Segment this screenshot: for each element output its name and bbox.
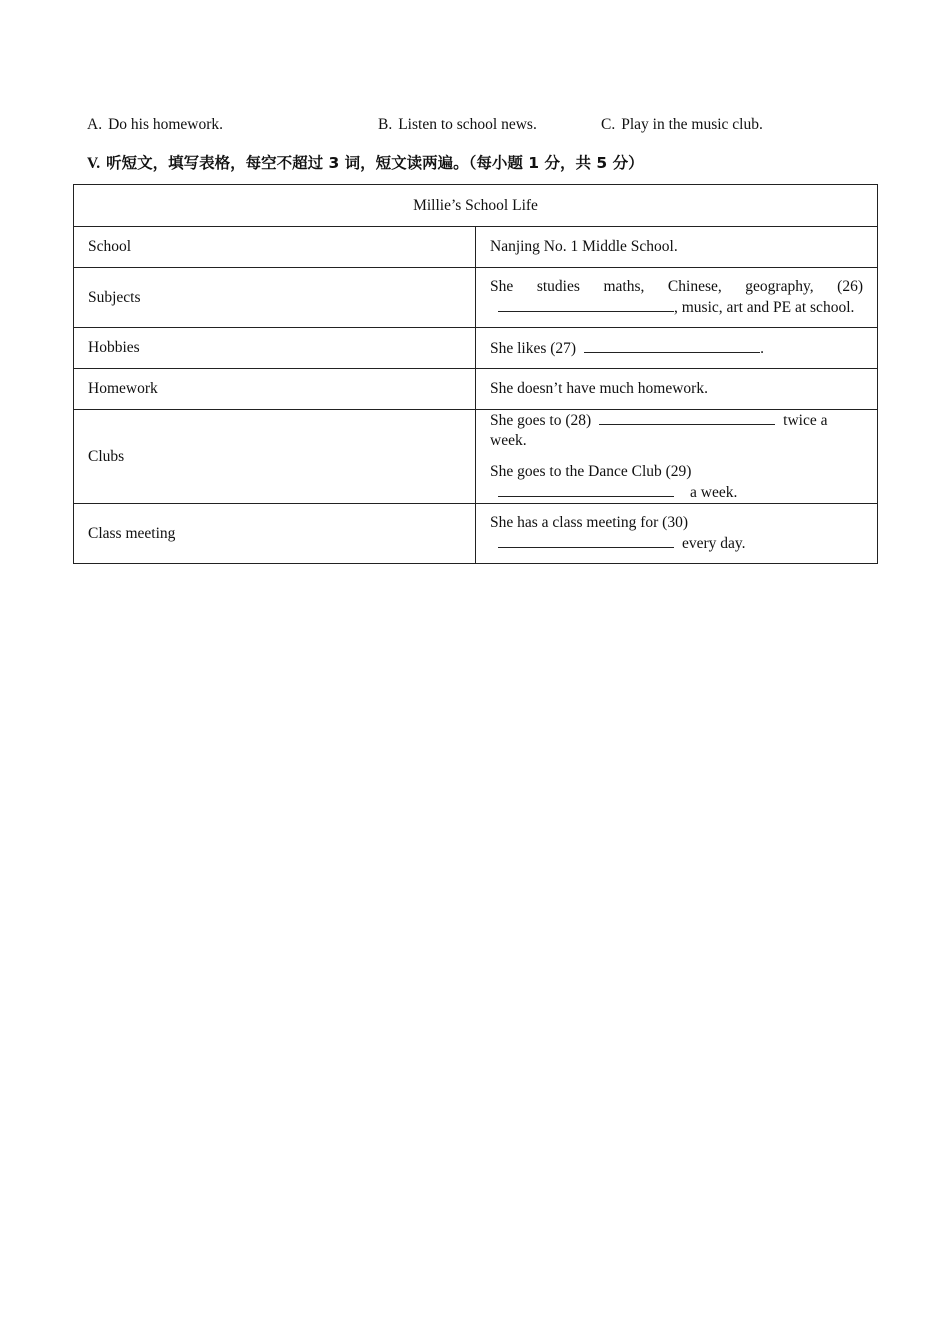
class-meeting-before: She has a class meeting for (30) [490, 514, 688, 531]
subjects-text-before: She studies maths, Chinese, geography, (26) [490, 278, 863, 295]
option-letter: C. [601, 116, 616, 133]
hobbies-text-after: . [760, 339, 764, 357]
class-meeting-after: every day. [682, 535, 746, 552]
row-label-school: School [74, 227, 476, 268]
option-c[interactable] [601, 116, 763, 134]
clubs-line-2 [490, 462, 863, 503]
clubs-line2-after: a week. [690, 484, 738, 501]
table-title: Millie’s School Life [74, 185, 878, 227]
blank-26[interactable] [498, 297, 674, 312]
clubs-line1-before: She goes to (28) [490, 412, 592, 429]
option-a[interactable] [87, 116, 223, 134]
option-text: Listen to school news. [398, 116, 537, 133]
table-row [74, 504, 878, 564]
table-row [74, 227, 878, 268]
row-value-subjects [476, 268, 878, 328]
option-letter: A. [87, 116, 103, 133]
clubs-line1-after: twice a week. [490, 412, 828, 449]
section-number: V. [87, 155, 101, 172]
option-text: Do his homework. [108, 116, 224, 133]
row-value-class-meeting [476, 504, 878, 564]
row-value-clubs [476, 410, 878, 504]
section-instruction: 听短文，填写表格，每空不超过 3 词，短文读两遍。（每小题 1 分，共 5 分） [106, 154, 644, 172]
clubs-line2-before: She goes to the Dance Club (29) [490, 463, 692, 480]
row-value-school: Nanjing No. 1 Middle School. [476, 227, 878, 268]
row-label-subjects: Subjects [74, 268, 476, 328]
table-row [74, 410, 878, 504]
section-heading [87, 151, 644, 173]
blank-27[interactable] [584, 338, 760, 353]
table-row [74, 328, 878, 369]
row-label-clubs: Clubs [74, 410, 476, 504]
option-b[interactable] [378, 116, 537, 134]
row-value-homework: She doesn’t have much homework. [476, 369, 878, 410]
subjects-text-after: , music, art and PE at school. [674, 299, 855, 316]
table-row [74, 369, 878, 410]
option-letter: B. [378, 116, 393, 133]
hobbies-text-before: She likes (27) [490, 339, 577, 357]
answer-options [0, 116, 950, 138]
blank-28[interactable] [599, 410, 775, 425]
option-text: Play in the music club. [621, 116, 763, 133]
school-life-table [73, 184, 878, 564]
table-row [74, 268, 878, 328]
row-label-hobbies: Hobbies [74, 328, 476, 369]
blank-29[interactable] [498, 482, 674, 497]
row-label-class-meeting: Class meeting [74, 504, 476, 564]
row-value-hobbies [476, 328, 878, 369]
clubs-line-1 [490, 410, 863, 451]
row-label-homework: Homework [74, 369, 476, 410]
blank-30[interactable] [498, 533, 674, 548]
